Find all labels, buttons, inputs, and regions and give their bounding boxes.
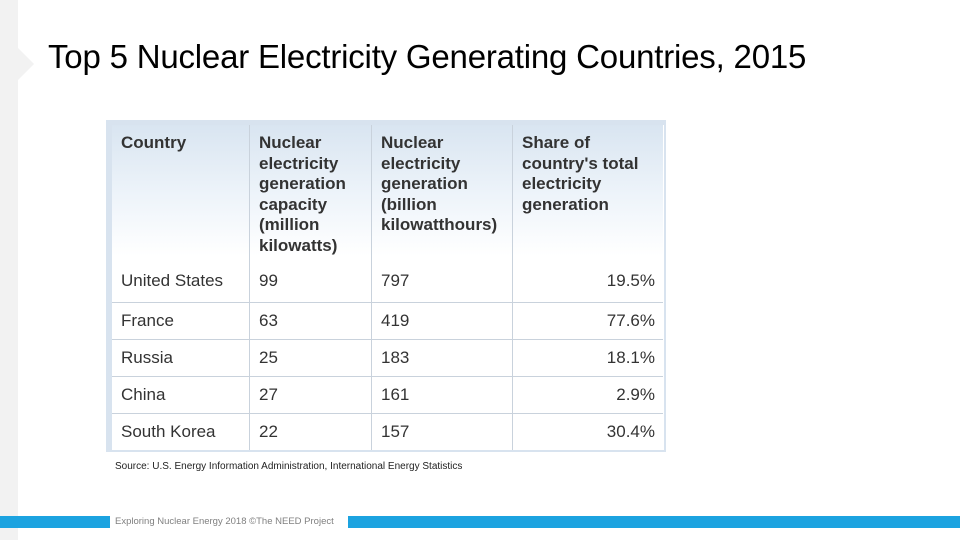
- table-row: [112, 303, 663, 340]
- title-arrow-marker: [18, 48, 34, 80]
- cell-capacity: 63: [250, 303, 372, 340]
- cell-generation: 183: [372, 340, 513, 377]
- cell-share: 77.6%: [513, 303, 664, 340]
- table-container: [112, 125, 664, 450]
- header-country: Country: [112, 125, 250, 256]
- footer-accent-bar-right: [348, 516, 960, 528]
- cell-capacity: 27: [250, 377, 372, 414]
- header-generation: Nuclear electricity generation (billion kilowatthours): [372, 125, 513, 256]
- cell-generation: 797: [372, 256, 513, 303]
- cell-share: 19.5%: [606, 271, 655, 290]
- cell-generation: 161: [372, 377, 513, 414]
- nuclear-generation-table: [112, 125, 663, 450]
- cell-capacity: 25: [250, 340, 372, 377]
- source-citation: Source: U.S. Energy Information Administration, International Energy Statistics: [115, 461, 463, 472]
- footer-copyright: Exploring Nuclear Energy 2018 ©The NEED Project: [115, 516, 334, 527]
- table-row: [112, 256, 663, 303]
- header-capacity: Nuclear electricity generation capacity (million kilowatts): [250, 125, 372, 256]
- slide-title: Top 5 Nuclear Electricity Generating Countries, 2015: [48, 38, 807, 75]
- cell-generation: 157: [372, 414, 513, 451]
- cell-capacity: 99: [250, 256, 372, 303]
- table-row: [112, 340, 663, 377]
- table-row: [112, 377, 663, 414]
- left-margin-strip: [0, 0, 18, 540]
- cell-country: France: [112, 303, 250, 340]
- cell-country: Russia: [112, 340, 250, 377]
- cell-share: 2.9%: [513, 377, 664, 414]
- header-share: Share of country's total electricity generation: [522, 133, 639, 214]
- footer-accent-bar-left: [0, 516, 110, 528]
- cell-share: 18.1%: [513, 340, 664, 377]
- cell-country: United States: [112, 256, 250, 303]
- cell-share: 30.4%: [513, 414, 664, 451]
- cell-capacity: 22: [250, 414, 372, 451]
- cell-generation: 419: [372, 303, 513, 340]
- table-row: [112, 414, 663, 451]
- table-header-row: [112, 125, 663, 256]
- cell-country: China: [112, 377, 250, 414]
- cell-country: South Korea: [112, 414, 250, 451]
